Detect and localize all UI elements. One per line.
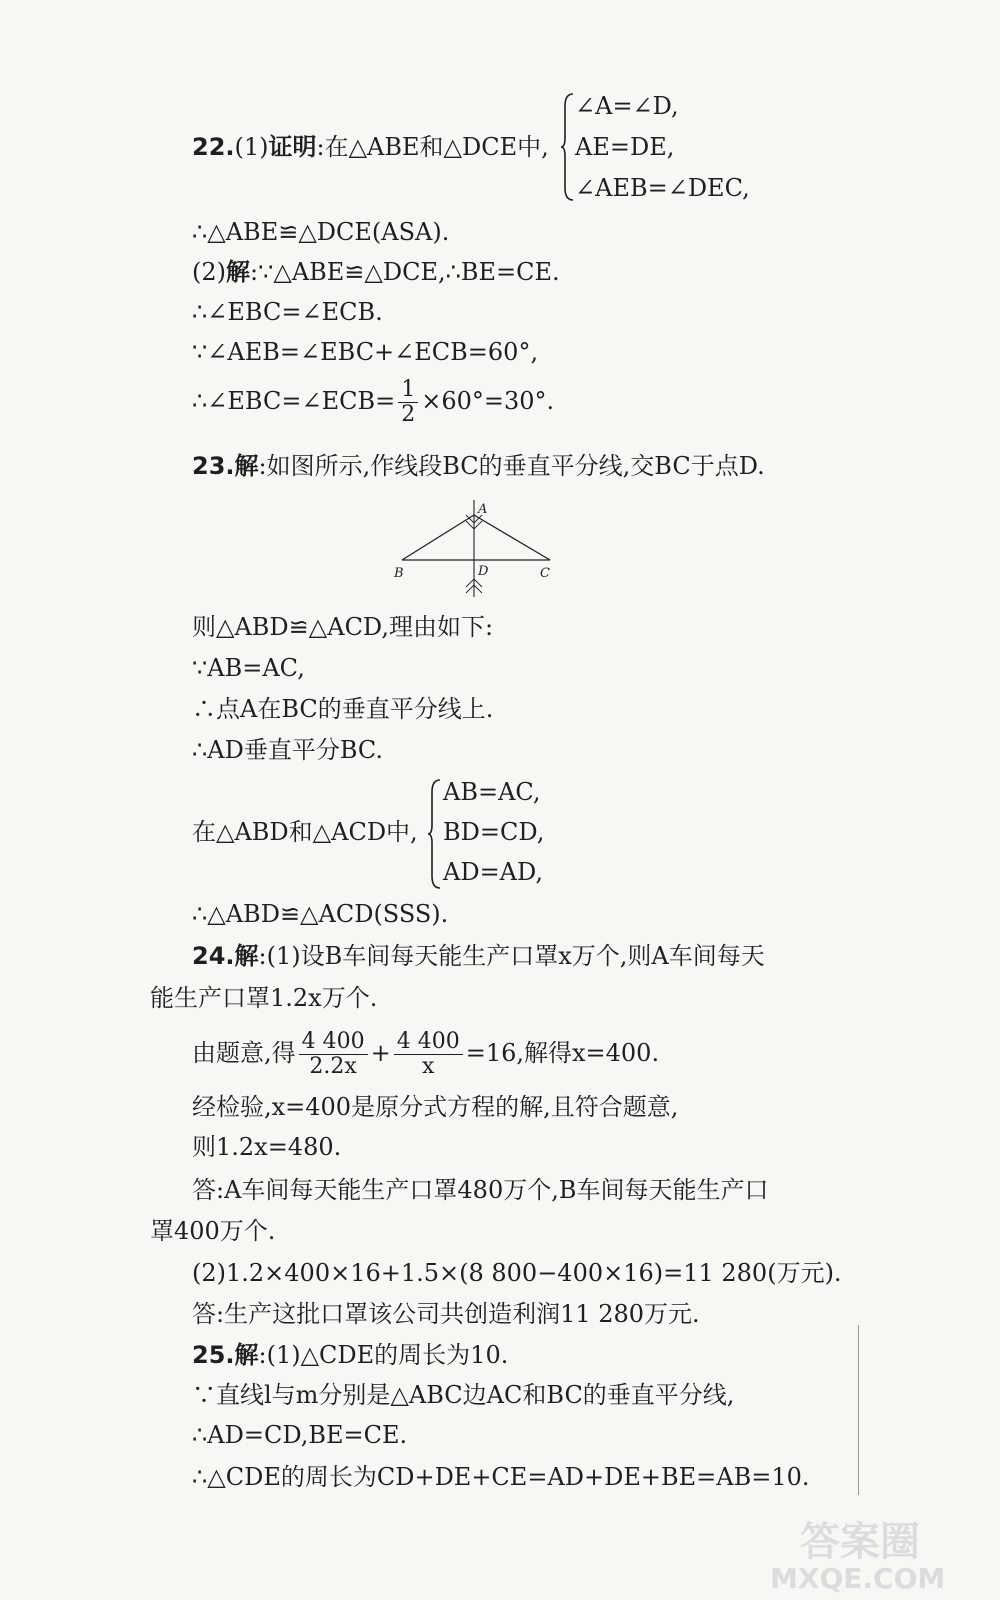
q24-solution-label: 解 [234,942,259,970]
fig-label-c: C [540,566,550,581]
q23-triangle-figure [392,495,592,605]
q25-line-1 [192,1341,508,1370]
q24-line-1b: 能生产口罩1.2x万个. [150,984,378,1012]
q24-eq-post: =16,解得x=400. [465,1039,660,1068]
q24-number: 24. [192,942,235,970]
q24-line-1-text: :(1)设B车间每天能生产口罩x万个,则A车间每天 [258,942,765,970]
fig-segment-ab [402,515,474,560]
q22-part2: (2) [192,258,226,286]
q25-line-1-text: :(1)△CDE的周长为10. [258,1341,509,1369]
q22-solution-label: 解 [226,258,250,286]
q22-system-brace [561,92,575,202]
q22-line-3: ∴∠EBC=∠ECB. [192,298,383,326]
q23-system-intro: 在△ABD和△ACD中, [192,818,418,846]
q24-fraction-1 [299,1030,368,1079]
q22-line-2: :∵△ABE≌△DCE,∴BE=CE. [250,258,560,286]
q22-line-5 [192,378,554,427]
q22-frac-den: 2 [401,402,416,428]
q23-line-4: ∴AD垂直平分BC. [192,736,384,764]
q22-line-5-pre: ∴∠EBC=∠ECB= [192,387,396,416]
q22-intro-text: :在△ABE和△DCE中, [316,133,549,161]
q22-part1: (1) [234,133,269,161]
q24-line-1 [192,942,765,971]
q23-conclusion: ∴△ABD≌△ACD(SSS). [192,900,449,928]
q22-system-eq-2: AE=DE, [575,133,675,161]
q25-line-4: ∴△CDE的周长为CD+DE+CE=AD+DE+BE=AB=10. [192,1463,810,1491]
q23-line-3: ∴点A在BC的垂直平分线上. [192,695,494,723]
q24-eq-plus: + [370,1039,391,1068]
watermark-url: MXQE.COM [770,1562,946,1595]
q22-system-eq-3: ∠AEB=∠DEC, [575,174,750,202]
q22-intro-line [192,133,549,162]
fig-label-b: B [394,566,404,581]
q24-frac2-num: 4 400 [394,1030,463,1055]
q24-line-4: 则1.2x=480. [192,1133,342,1161]
q23-system-eq-2: BD=CD, [443,818,545,846]
fig-segment-ac [474,515,550,560]
q24-line-5: 答:A车间每天能生产口罩480万个,B车间每天能生产口 [192,1176,769,1204]
q22-number: 22. [192,133,235,161]
q23-number: 23. [192,452,235,480]
q23-solution-label: 解 [234,452,259,480]
q25-line-3: ∴AD=CD,BE=CE. [192,1421,408,1449]
q23-line-2: ∵AB=AC, [192,654,305,682]
q24-line-5b: 罩400万个. [150,1217,276,1245]
q22-fraction [398,378,418,427]
watermark-logo: 答案圈 [800,1519,920,1565]
q23-system-eq-3: AD=AD, [443,858,544,886]
q22-system-eq-1: ∠A=∠D, [575,92,679,120]
page-edge-mark [858,1325,859,1495]
q24-line-3: 经检验,x=400是原分式方程的解,且符合题意, [192,1093,679,1121]
q23-intro-text: :如图所示,作线段BC的垂直平分线,交BC于点D. [258,452,765,480]
fig-label-a: A [478,502,488,517]
fig-label-d: D [478,564,489,579]
q25-solution-label: 解 [234,1341,259,1369]
q24-fraction-2 [394,1030,463,1079]
q22-part2-line [192,258,560,287]
q22-frac-num: 1 [398,378,418,403]
q25-number: 25. [192,1341,235,1369]
q24-frac1-num: 4 400 [299,1030,368,1055]
q22-line-4: ∵∠AEB=∠EBC+∠ECB=60°, [192,338,539,366]
q24-eq-pre: 由题意,得 [192,1039,296,1068]
q24-equation-line [192,1030,659,1079]
q22-proof-label: 证明 [268,133,317,161]
q25-line-2: ∵直线l与m分别是△ABC边AC和BC的垂直平分线, [192,1381,735,1409]
q22-line-5-post: ×60°=30°. [421,387,555,416]
q24-frac2-den: x [422,1054,435,1080]
q22-conclusion-1: ∴△ABE≌△DCE(ASA). [192,218,450,246]
q24-frac1-den: 2.2x [309,1054,357,1080]
q23-intro-line [192,452,765,481]
q23-system-brace [428,778,442,890]
q23-system-eq-1: AB=AC, [443,778,541,806]
q24-line-7: 答:生产这批口罩该公司共创造利润11 280万元. [192,1300,700,1328]
q24-line-6: (2)1.2×400×16+1.5×(8 800−400×16)=11 280(万元). [192,1259,842,1287]
q23-line-1: 则△ABD≌△ACD,理由如下: [192,613,494,641]
